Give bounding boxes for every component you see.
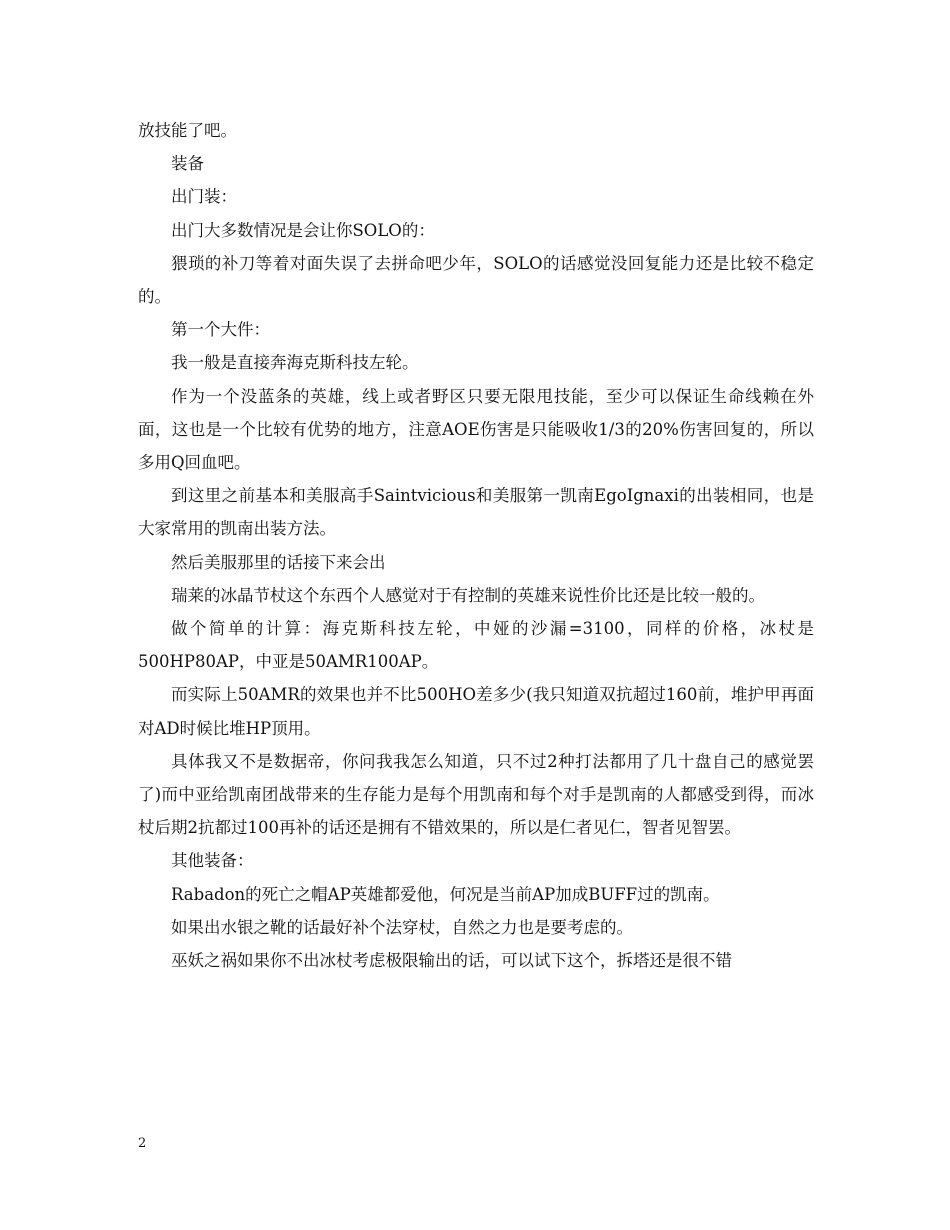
paragraph: Rabadon的死亡之帽AP英雄都爱他，何况是当前AP加成BUFF过的凯南。 <box>171 884 720 904</box>
paragraph: 放技能了吧。 <box>138 121 237 140</box>
paragraph: 猥琐的补刀等着对面失误了去拼命吧少年，SOLO的话感觉没回复能力还是比较不稳定的。 <box>138 253 814 307</box>
page-number: 2 <box>138 1136 147 1151</box>
paragraph: 出门大多数情况是会让你SOLO的： <box>171 220 435 240</box>
paragraph: 瑞莱的冰晶节杖这个东西个人感觉对于有控制的英雄来说性价比还是比较一般的。 <box>171 585 765 605</box>
subheading-first-big-item: 第一个大件： <box>171 320 270 340</box>
section-heading-equipment: 装备 <box>171 154 204 174</box>
paragraph: 做个简单的计算：海克斯科技左轮，中娅的沙漏=3100，同样的价格，冰杖是500HP80AP，中亚是50AMR100AP。 <box>138 619 814 672</box>
subheading-other-items: 其他装备： <box>171 851 254 871</box>
paragraph: 具体我又不是数据帝，你问我我怎么知道，只不过2种打法都用了几十盘自己的感觉罢了)而中亚给凯南团战带来的生存能力是每个用凯南和每个对手是凯南的人都感受到得，而冰杖后期2抗都过100再补的话还是拥有不错效果的，所以是仁者见仁，智者见智罢。 <box>138 751 814 838</box>
paragraph: 然后美服那里的话接下来会出 <box>171 552 386 572</box>
paragraph: 作为一个没蓝条的英雄，线上或者野区只要无限甩技能，至少可以保证生命线赖在外面，这也是一个比较有优势的地方，注意AOE伤害是只能吸收1/3的20%伤害回复的，所以多用Q回血吧。 <box>138 386 814 473</box>
paragraph: 如果出水银之靴的话最好补个法穿杖，自然之力也是要考虑的。 <box>171 917 633 937</box>
document-body <box>138 114 814 977</box>
paragraph: 巫妖之祸如果你不出冰杖考虑极限输出的话，可以试下这个，拆塔还是很不错 <box>171 951 732 971</box>
paragraph: 到这里之前基本和美服高手Saintvicious和美服第一凯南EgoIgnaxi的出装相同，也是大家常用的凯南出装方法。 <box>138 486 814 539</box>
subheading-starting-items: 出门装： <box>171 187 237 207</box>
paragraph: 我一般是直接奔海克斯科技左轮。 <box>171 353 419 373</box>
paragraph: 而实际上50AMR的效果也并不比500HO差多少(我只知道双抗超过160前，堆护甲再面对AD时候比堆HP顶用。 <box>138 685 814 738</box>
